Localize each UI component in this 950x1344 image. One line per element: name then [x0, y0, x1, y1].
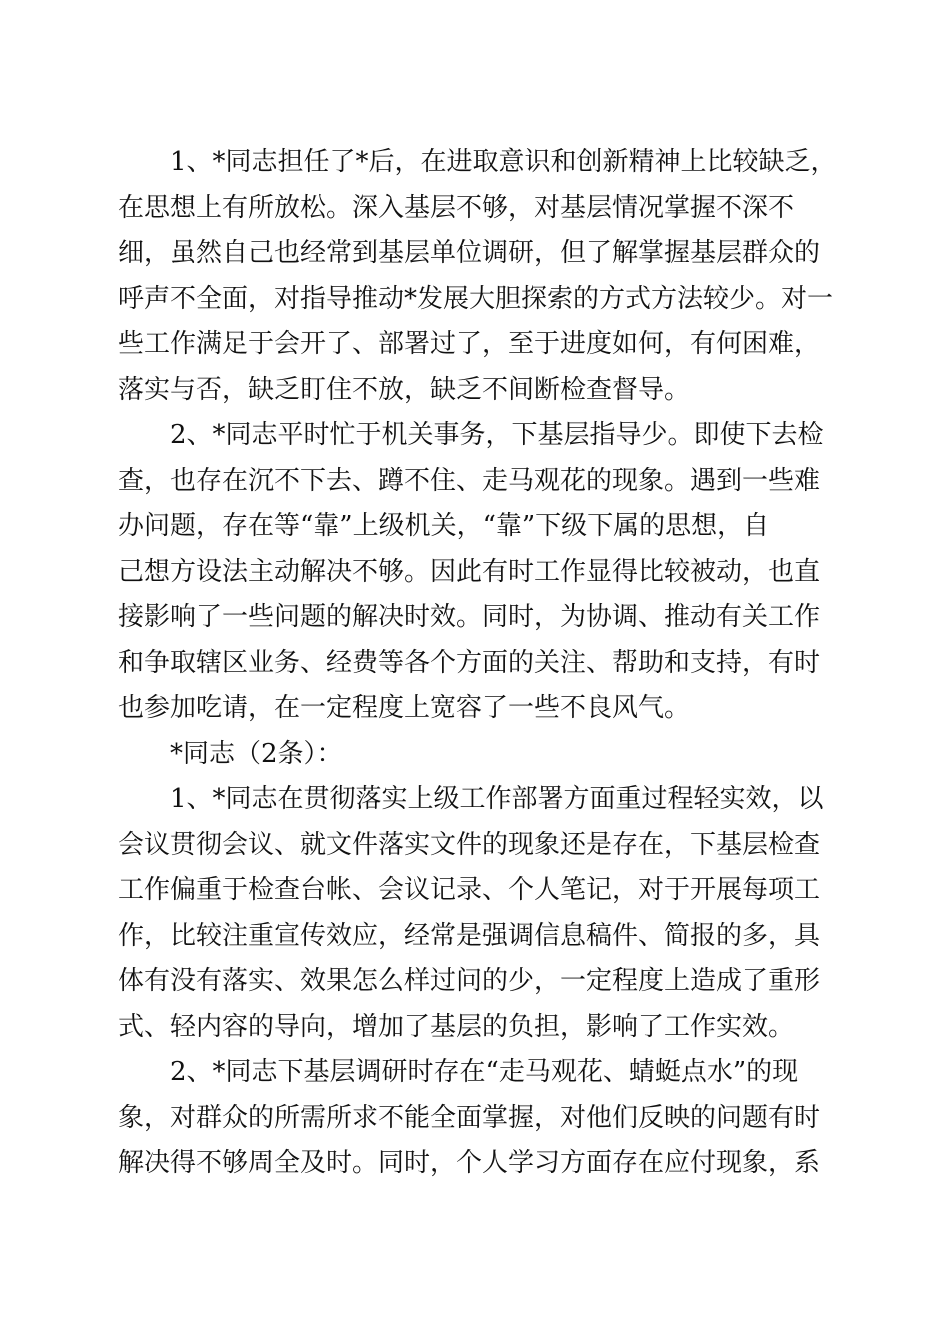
paragraph-2 — [118, 413, 824, 732]
text-line: 2、*同志平时忙于机关事务，下基层指导少。即使下去检 — [170, 420, 824, 450]
text-line: 工作偏重于检查台帐、会议记录、个人笔记，对于开展每项工 — [118, 875, 821, 905]
text-line: 会议贯彻会议、就文件落实文件的现象还是存在，下基层检查 — [118, 829, 821, 860]
text-line: *同志（2条）： — [170, 738, 343, 769]
text-line: 也参加吃请，在一定程度上宽容了一些不良风气。 — [118, 693, 691, 723]
text-line: 呼声不全面，对指导推动*发展大胆探索的方式方法较少。对一 — [118, 283, 834, 314]
paragraph-4 — [118, 1050, 821, 1187]
text-line: 作，比较注重宣传效应，经常是强调信息稿件、简报的多，具 — [118, 920, 821, 951]
text-line: 些工作满足于会开了、部署过了，至于进度如何，有何困难， — [118, 329, 821, 359]
paragraph-1 — [118, 140, 837, 413]
text-line: 1、*同志担任了*后，在进取意识和创新精神上比较缺乏， — [170, 147, 837, 177]
paragraph-3 — [118, 777, 824, 1050]
text-line: 落实与否，缺乏盯住不放，缺乏不间断检查督导。 — [118, 374, 691, 405]
text-line: 己想方设法主动解决不够。因此有时工作显得比较被动，也直 — [118, 556, 821, 587]
text-line: 在思想上有所放松。深入基层不够，对基层情况掌握不深不 — [118, 192, 795, 223]
text-line: 接影响了一些问题的解决时效。同时，为协调、推动有关工作 — [118, 602, 821, 632]
text-line: 细，虽然自己也经常到基层单位调研，但了解掌握基层群众的 — [118, 238, 821, 268]
text-line: 象，对群众的所需所求不能全面掌握，对他们反映的问题有时 — [118, 1102, 821, 1133]
text-line: 和争取辖区业务、经费等各个方面的关注、帮助和支持，有时 — [118, 647, 821, 678]
section-heading — [118, 732, 808, 778]
text-line: 体有没有落实、效果怎么样过问的少，一定程度上造成了重形 — [118, 966, 821, 996]
text-line: 2、*同志下基层调研时存在“走马观花、蜻蜓点水”的现 — [170, 1057, 799, 1087]
text-line: 查，也存在沉不下去、蹲不住、走马观花的现象。遇到一些难 — [118, 465, 821, 496]
document-body — [118, 140, 837, 1187]
text-line: 办问题，存在等“靠”上级机关，“靠”下级下属的思想，自 — [118, 511, 770, 541]
text-line: 1、*同志在贯彻落实上级工作部署方面重过程轻实效，以 — [170, 784, 824, 814]
text-line: 式、轻内容的导向，增加了基层的负担，影响了工作实效。 — [118, 1011, 795, 1042]
text-line: 解决得不够周全及时。同时，个人学习方面存在应付现象，系 — [118, 1148, 821, 1178]
